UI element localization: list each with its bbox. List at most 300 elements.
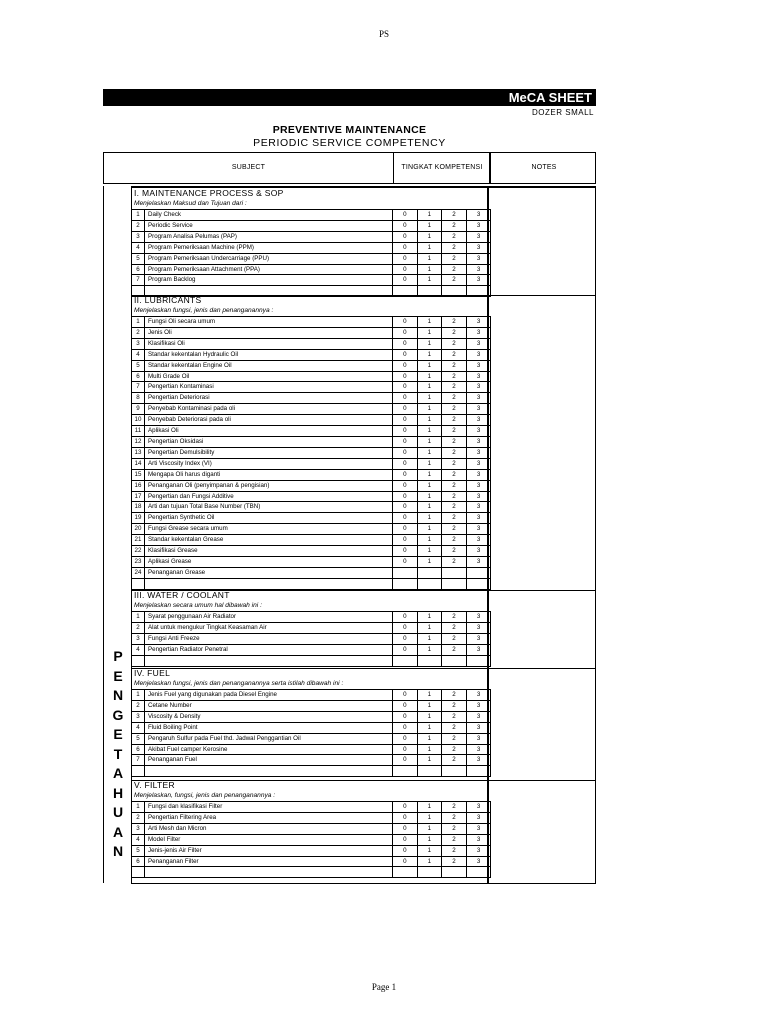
level-option[interactable]: 2 [442, 535, 467, 546]
level-option[interactable]: 0 [393, 556, 418, 567]
level-option[interactable]: 2 [442, 220, 467, 231]
level-option[interactable]: 3 [466, 253, 491, 264]
level-option[interactable]: 2 [442, 502, 467, 513]
table-row [132, 812, 491, 823]
level-option[interactable]: 3 [466, 382, 491, 393]
item-text: Daily Check [145, 210, 393, 221]
level-option[interactable]: 2 [442, 733, 467, 744]
item-number: 2 [132, 622, 145, 633]
items-table [131, 209, 491, 297]
level-option[interactable]: 0 [393, 733, 418, 744]
empty-cell [417, 867, 442, 878]
level-option[interactable]: 3 [466, 371, 491, 382]
level-option[interactable]: 1 [417, 382, 442, 393]
top-mark: PS [378, 29, 389, 39]
level-option[interactable]: 3 [466, 426, 491, 437]
section-4 [131, 668, 487, 777]
items-table [131, 316, 491, 590]
item-text: Fungsi dan klasifikasi Filter [145, 802, 393, 813]
section-intro: Menjelaskan secara umum hal dibawah ini : [134, 602, 262, 609]
level-option[interactable]: 1 [417, 524, 442, 535]
level-option[interactable]: 1 [417, 802, 442, 813]
level-option[interactable]: 2 [442, 317, 467, 328]
level-option[interactable]: 2 [442, 393, 467, 404]
level-option[interactable]: 3 [466, 349, 491, 360]
item-text: Fungsi Oli secara umum [145, 317, 393, 328]
level-option[interactable]: 2 [442, 722, 467, 733]
item-number: 5 [132, 360, 145, 371]
level-option[interactable]: 1 [417, 458, 442, 469]
item-text: Standar kekentalan Hydraulic Oil [145, 349, 393, 360]
level-option[interactable]: 3 [466, 231, 491, 242]
level-option[interactable]: 1 [417, 327, 442, 338]
table-row-empty [132, 867, 491, 878]
side-letter: A [112, 823, 124, 840]
level-option[interactable]: 0 [393, 242, 418, 253]
level-option[interactable]: 3 [466, 242, 491, 253]
table-row-empty [132, 766, 491, 777]
level-option[interactable]: 2 [442, 802, 467, 813]
level-option[interactable]: 3 [466, 546, 491, 557]
level-option[interactable]: 0 [393, 436, 418, 447]
level-option[interactable]: 3 [466, 502, 491, 513]
level-option[interactable]: 1 [417, 253, 442, 264]
level-option[interactable]: 1 [417, 231, 442, 242]
side-letter: E [113, 726, 123, 742]
item-number: 11 [132, 426, 145, 437]
level-option[interactable]: 1 [417, 733, 442, 744]
table-row [132, 802, 491, 813]
level-option[interactable]: 3 [466, 447, 491, 458]
level-option[interactable]: 2 [442, 447, 467, 458]
level-option[interactable]: 1 [417, 404, 442, 415]
item-number: 15 [132, 469, 145, 480]
table-row [132, 210, 491, 221]
item-number: 13 [132, 447, 145, 458]
table-row [132, 834, 491, 845]
level-option[interactable]: 2 [442, 264, 467, 275]
item-text: Multi Grade Oil [145, 371, 393, 382]
level-option[interactable]: 2 [442, 524, 467, 535]
items-table [131, 689, 491, 777]
level-option[interactable]: 0 [393, 447, 418, 458]
level-option[interactable]: 0 [393, 845, 418, 856]
level-option[interactable]: 1 [417, 349, 442, 360]
table-row [132, 426, 491, 437]
level-option[interactable]: 3 [466, 711, 491, 722]
level-option[interactable]: 2 [442, 622, 467, 633]
table-row [132, 338, 491, 349]
level-option[interactable]: 2 [442, 349, 467, 360]
table-row [132, 513, 491, 524]
level-option[interactable]: 0 [393, 327, 418, 338]
level-option[interactable]: 1 [417, 711, 442, 722]
level-option[interactable]: 3 [466, 823, 491, 834]
level-option[interactable]: 0 [393, 317, 418, 328]
item-text: Program Pemeriksaan Machine (PPM) [145, 242, 393, 253]
level-option[interactable]: 2 [442, 360, 467, 371]
level-option[interactable]: 2 [442, 556, 467, 567]
section-2 [131, 295, 487, 590]
item-number: 4 [132, 349, 145, 360]
level-option[interactable]: 0 [393, 426, 418, 437]
level-option[interactable]: 1 [417, 556, 442, 567]
level-option[interactable]: 0 [393, 360, 418, 371]
empty-cell [132, 578, 145, 589]
level-option[interactable]: 2 [442, 231, 467, 242]
level-option[interactable]: 3 [466, 491, 491, 502]
level-option[interactable]: 2 [442, 845, 467, 856]
level-option[interactable]: 0 [393, 480, 418, 491]
item-number: 4 [132, 834, 145, 845]
level-option[interactable]: 1 [417, 469, 442, 480]
level-option[interactable]: 2 [442, 856, 467, 867]
empty-cell [417, 655, 442, 666]
level-option[interactable]: 1 [417, 845, 442, 856]
item-text: Aplikasi Grease [145, 556, 393, 567]
title-bar [103, 89, 596, 106]
level-option[interactable]: 2 [442, 513, 467, 524]
level-option[interactable]: 3 [466, 856, 491, 867]
section-separator [131, 883, 596, 884]
level-option[interactable]: 1 [417, 823, 442, 834]
level-option[interactable]: 0 [393, 382, 418, 393]
level-option[interactable]: 2 [442, 338, 467, 349]
table-row [132, 722, 491, 733]
level-option[interactable]: 1 [417, 744, 442, 755]
level-option[interactable]: 1 [417, 502, 442, 513]
level-option[interactable]: 0 [393, 275, 418, 286]
level-option[interactable]: 1 [417, 264, 442, 275]
level-option[interactable]: 0 [393, 711, 418, 722]
item-number: 8 [132, 393, 145, 404]
level-option[interactable] [393, 567, 418, 578]
level-option[interactable]: 2 [442, 711, 467, 722]
item-text: Jenis-jenis Air Filter [145, 845, 393, 856]
level-option[interactable]: 0 [393, 812, 418, 823]
empty-cell [466, 766, 491, 777]
level-option[interactable]: 0 [393, 415, 418, 426]
level-option[interactable]: 0 [393, 349, 418, 360]
item-number: 18 [132, 502, 145, 513]
item-number: 2 [132, 220, 145, 231]
empty-cell [466, 867, 491, 878]
level-option[interactable]: 2 [442, 436, 467, 447]
level-option[interactable]: 3 [466, 845, 491, 856]
level-option[interactable]: 3 [466, 327, 491, 338]
level-option[interactable]: 1 [417, 856, 442, 867]
level-option[interactable]: 0 [393, 210, 418, 221]
table-row [132, 823, 491, 834]
level-option[interactable]: 3 [466, 264, 491, 275]
items-table [131, 801, 491, 878]
level-option[interactable]: 0 [393, 834, 418, 845]
item-text: Standar kekentalan Engine Oil [145, 360, 393, 371]
level-option[interactable]: 1 [417, 535, 442, 546]
item-number: 3 [132, 338, 145, 349]
item-number: 3 [132, 711, 145, 722]
table-row [132, 436, 491, 447]
level-option[interactable]: 2 [442, 253, 467, 264]
level-option[interactable]: 0 [393, 253, 418, 264]
item-number: 6 [132, 856, 145, 867]
table-row [132, 845, 491, 856]
level-option[interactable]: 3 [466, 436, 491, 447]
item-number: 23 [132, 556, 145, 567]
level-option[interactable]: 0 [393, 690, 418, 701]
empty-cell [393, 655, 418, 666]
level-option[interactable]: 2 [442, 210, 467, 221]
level-option[interactable]: 0 [393, 231, 418, 242]
empty-cell [145, 578, 393, 589]
item-number: 16 [132, 480, 145, 491]
level-option[interactable]: 3 [466, 210, 491, 221]
level-option[interactable]: 3 [466, 524, 491, 535]
level-option[interactable]: 0 [393, 469, 418, 480]
level-option[interactable]: 3 [466, 469, 491, 480]
level-option[interactable] [442, 567, 467, 578]
level-option[interactable]: 2 [442, 700, 467, 711]
level-option[interactable]: 3 [466, 393, 491, 404]
level-option[interactable]: 2 [442, 371, 467, 382]
level-option[interactable]: 3 [466, 834, 491, 845]
level-option[interactable]: 1 [417, 317, 442, 328]
side-letter: N [112, 687, 124, 703]
level-option[interactable]: 3 [466, 722, 491, 733]
side-letter: H [112, 784, 124, 801]
level-option[interactable]: 2 [442, 612, 467, 623]
level-option[interactable]: 1 [417, 275, 442, 286]
level-option[interactable]: 0 [393, 612, 418, 623]
level-option[interactable]: 2 [442, 426, 467, 437]
level-option[interactable]: 0 [393, 502, 418, 513]
empty-cell [442, 655, 467, 666]
level-option[interactable]: 1 [417, 371, 442, 382]
level-option[interactable]: 3 [466, 480, 491, 491]
level-option[interactable]: 0 [393, 633, 418, 644]
level-option[interactable]: 2 [442, 275, 467, 286]
frame-right-line [595, 186, 596, 883]
side-letter: U [112, 804, 124, 820]
item-text: Arti dan tujuan Total Base Number (TBN) [145, 502, 393, 513]
item-text: Penanganan Fuel [145, 755, 393, 766]
subject-column-header: SUBJECT [231, 164, 266, 171]
level-option[interactable]: 2 [442, 690, 467, 701]
empty-cell [393, 867, 418, 878]
item-number: 1 [132, 317, 145, 328]
level-option[interactable]: 3 [466, 733, 491, 744]
level-option[interactable]: 0 [393, 823, 418, 834]
level-option[interactable]: 1 [417, 633, 442, 644]
level-option[interactable]: 1 [417, 393, 442, 404]
item-number: 2 [132, 812, 145, 823]
level-option[interactable]: 1 [417, 622, 442, 633]
level-option[interactable]: 1 [417, 812, 442, 823]
level-option[interactable]: 2 [442, 415, 467, 426]
table-row [132, 253, 491, 264]
item-number: 4 [132, 242, 145, 253]
level-option[interactable]: 0 [393, 458, 418, 469]
level-option[interactable]: 0 [393, 393, 418, 404]
item-number: 4 [132, 644, 145, 655]
table-row [132, 327, 491, 338]
level-option[interactable]: 2 [442, 744, 467, 755]
level-option[interactable]: 2 [442, 327, 467, 338]
section-5 [131, 780, 487, 878]
level-option[interactable]: 0 [393, 644, 418, 655]
table-row [132, 491, 491, 502]
item-text: Penyebab Deteriorasi pada oli [145, 415, 393, 426]
level-option[interactable]: 1 [417, 755, 442, 766]
item-number: 22 [132, 546, 145, 557]
level-option[interactable]: 3 [466, 317, 491, 328]
column-header [103, 152, 596, 184]
item-number: 10 [132, 415, 145, 426]
level-option[interactable]: 3 [466, 622, 491, 633]
level-option[interactable]: 1 [417, 834, 442, 845]
item-text: Pengertian Kontaminasi [145, 382, 393, 393]
level-option[interactable]: 2 [442, 458, 467, 469]
item-text: Jenis Oli [145, 327, 393, 338]
level-option[interactable]: 3 [466, 404, 491, 415]
item-text: Pengaruh Sulfur pada Fuel thd. Jadwal Penggantian Oil [145, 733, 393, 744]
level-option[interactable]: 0 [393, 744, 418, 755]
item-number: 3 [132, 633, 145, 644]
level-option[interactable]: 0 [393, 404, 418, 415]
level-option[interactable]: 2 [442, 755, 467, 766]
level-option[interactable]: 1 [417, 426, 442, 437]
empty-cell [442, 766, 467, 777]
level-option[interactable]: 0 [393, 546, 418, 557]
level-option[interactable]: 3 [466, 690, 491, 701]
level-option[interactable]: 2 [442, 812, 467, 823]
level-option[interactable]: 3 [466, 513, 491, 524]
level-option[interactable]: 1 [417, 491, 442, 502]
level-option[interactable] [466, 567, 491, 578]
level-option[interactable]: 3 [466, 812, 491, 823]
level-option[interactable]: 1 [417, 447, 442, 458]
level-option[interactable]: 0 [393, 755, 418, 766]
item-text: Aplikasi Oli [145, 426, 393, 437]
level-option[interactable]: 0 [393, 622, 418, 633]
equipment-label: DOZER SMALL [532, 108, 594, 117]
level-option[interactable]: 3 [466, 220, 491, 231]
level-option[interactable]: 1 [417, 415, 442, 426]
item-number: 1 [132, 690, 145, 701]
item-number: 14 [132, 458, 145, 469]
level-option[interactable]: 1 [417, 210, 442, 221]
level-option[interactable]: 3 [466, 633, 491, 644]
item-text: Fluid Boiling Point [145, 722, 393, 733]
level-option[interactable]: 1 [417, 722, 442, 733]
level-option[interactable]: 2 [442, 644, 467, 655]
level-option[interactable]: 0 [393, 371, 418, 382]
level-option[interactable]: 1 [417, 612, 442, 623]
item-text: Akibat Fuel camper Kerosine [145, 744, 393, 755]
level-option[interactable] [417, 567, 442, 578]
table-row [132, 349, 491, 360]
level-option[interactable]: 3 [466, 755, 491, 766]
table-row [132, 612, 491, 623]
level-option[interactable]: 3 [466, 556, 491, 567]
level-option[interactable]: 2 [442, 491, 467, 502]
table-row [132, 856, 491, 867]
level-option[interactable]: 1 [417, 220, 442, 231]
item-number: 6 [132, 744, 145, 755]
level-option[interactable]: 0 [393, 524, 418, 535]
level-option[interactable]: 1 [417, 338, 442, 349]
level-option[interactable]: 0 [393, 856, 418, 867]
level-option[interactable]: 1 [417, 360, 442, 371]
level-option[interactable]: 1 [417, 700, 442, 711]
level-option[interactable]: 3 [466, 744, 491, 755]
item-number: 7 [132, 275, 145, 286]
table-row [132, 556, 491, 567]
level-option[interactable]: 2 [442, 480, 467, 491]
level-option[interactable]: 0 [393, 802, 418, 813]
item-number: 24 [132, 567, 145, 578]
item-number: 1 [132, 612, 145, 623]
table-row [132, 371, 491, 382]
level-option[interactable]: 3 [466, 700, 491, 711]
level-option[interactable]: 1 [417, 644, 442, 655]
table-row [132, 690, 491, 701]
level-option[interactable]: 1 [417, 546, 442, 557]
item-number: 5 [132, 733, 145, 744]
level-option[interactable]: 2 [442, 242, 467, 253]
level-option[interactable]: 3 [466, 338, 491, 349]
level-option[interactable]: 0 [393, 513, 418, 524]
level-option[interactable]: 1 [417, 690, 442, 701]
item-text: Fungsi Grease secara umum [145, 524, 393, 535]
level-option[interactable]: 2 [442, 404, 467, 415]
level-option[interactable]: 0 [393, 220, 418, 231]
level-option[interactable]: 2 [442, 823, 467, 834]
item-text: Klasifikasi Oli [145, 338, 393, 349]
item-text: Pengertian Filtering Area [145, 812, 393, 823]
level-option[interactable]: 0 [393, 491, 418, 502]
level-option[interactable]: 3 [466, 612, 491, 623]
level-option[interactable]: 1 [417, 242, 442, 253]
level-option[interactable]: 1 [417, 480, 442, 491]
level-option[interactable]: 1 [417, 513, 442, 524]
item-number: 7 [132, 755, 145, 766]
level-option[interactable]: 0 [393, 264, 418, 275]
level-option[interactable]: 2 [442, 469, 467, 480]
level-option[interactable]: 3 [466, 535, 491, 546]
level-option[interactable]: 3 [466, 415, 491, 426]
level-option[interactable]: 0 [393, 722, 418, 733]
level-option[interactable]: 2 [442, 834, 467, 845]
level-option[interactable]: 2 [442, 546, 467, 557]
level-option[interactable]: 0 [393, 700, 418, 711]
level-option[interactable]: 3 [466, 644, 491, 655]
empty-cell [393, 766, 418, 777]
level-option[interactable]: 2 [442, 382, 467, 393]
table-row [132, 633, 491, 644]
level-option[interactable]: 1 [417, 436, 442, 447]
table-row [132, 447, 491, 458]
section-3 [131, 590, 487, 667]
level-option[interactable]: 3 [466, 802, 491, 813]
level-option[interactable]: 2 [442, 633, 467, 644]
level-option[interactable]: 0 [393, 535, 418, 546]
level-option[interactable]: 3 [466, 458, 491, 469]
level-option[interactable]: 0 [393, 338, 418, 349]
level-option[interactable]: 3 [466, 360, 491, 371]
table-row [132, 469, 491, 480]
level-option[interactable]: 3 [466, 275, 491, 286]
